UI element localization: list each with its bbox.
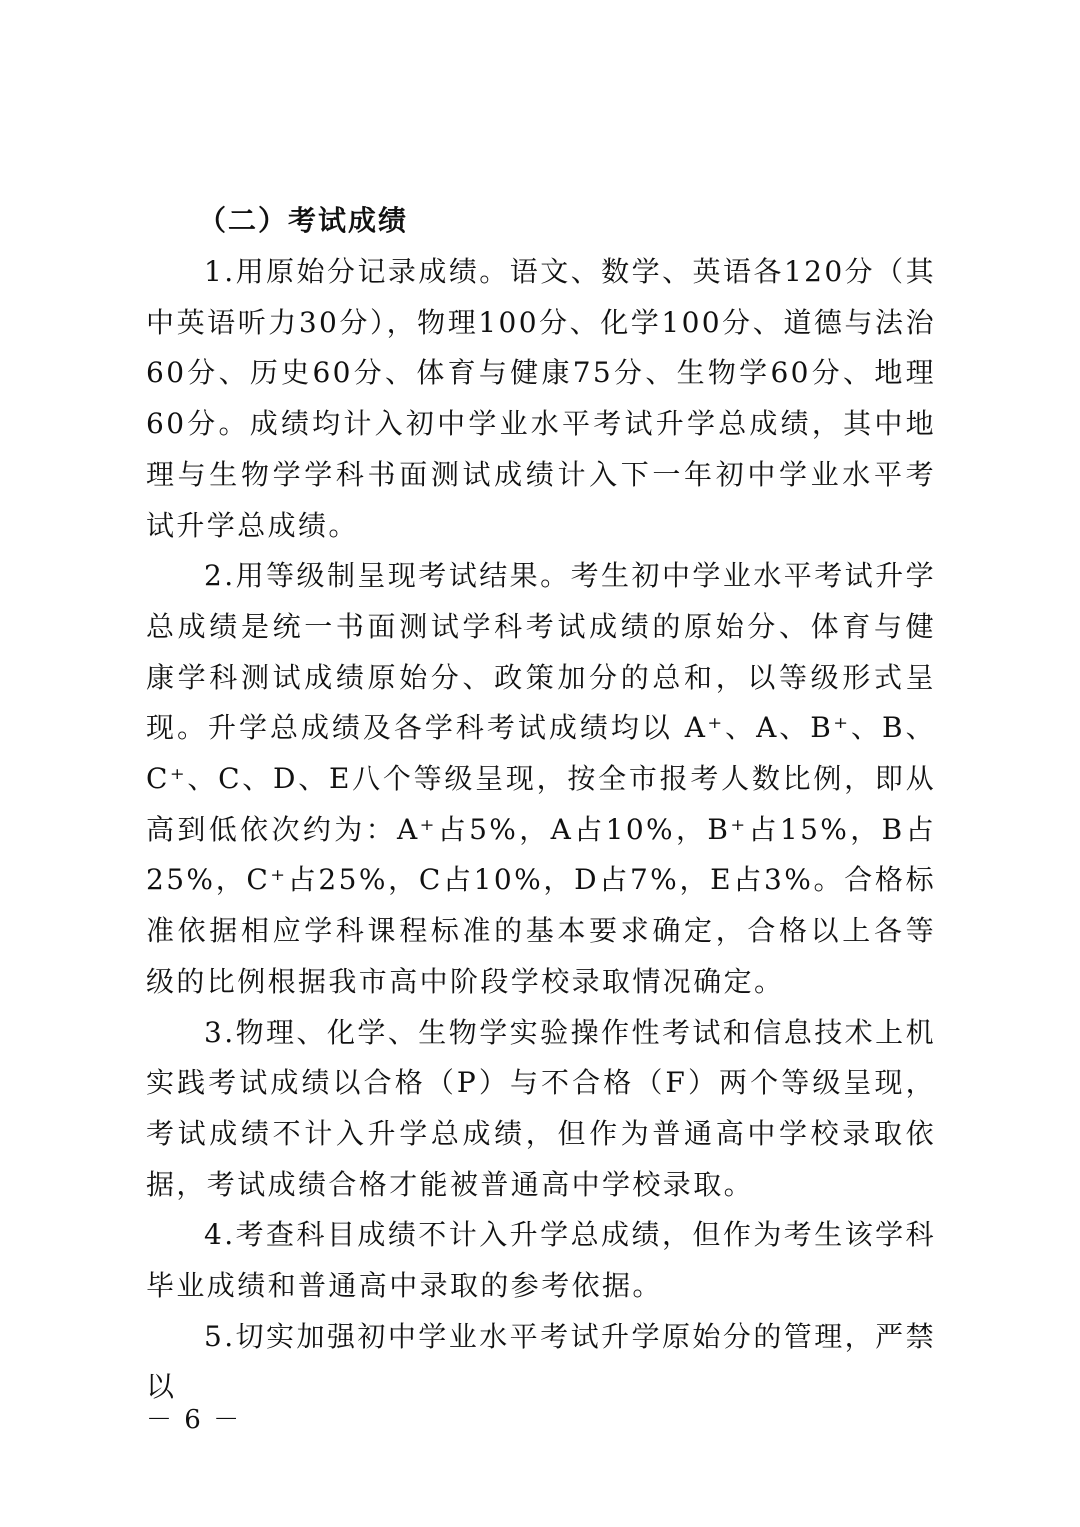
paragraph-score-management: 5.切实加强初中学业水平考试升学原始分的管理，严禁以 [146, 1319, 936, 1404]
page-number: － 6 － [146, 1405, 242, 1435]
body-text [146, 247, 936, 1413]
paragraph-practical-exams: 3.物理、化学、生物学实验操作性考试和信息技术上机实践考试成绩以合格（P）与不合格（F）两个等级呈现，考试成绩不计入升学总成绩，但作为普通高中学校录取依据，考试成绩合格才能被普通高中学校录取。 [146, 1015, 936, 1201]
paragraph-raw-score-recording: 1.用原始分记录成绩。语文、数学、英语各120分（其中英语听力30分），物理100分、化学100分、道德与法治60分、历史60分、体育与健康75分、生物学60分、地理60分。成绩均计入初中学业水平考试升学总成绩，其中地理与生物学学科书面测试成绩计入下一年初中学业水平考试升学总成绩。 [146, 255, 936, 542]
paragraph-review-subjects: 4.考查科目成绩不计入升学总成绩，但作为考生该学科毕业成绩和普通高中录取的参考依据。 [146, 1218, 936, 1303]
paragraph-grade-levels: 2.用等级制呈现考试结果。考生初中学业水平考试升学总成绩是统一书面测试学科考试成绩的原始分、体育与健康学科测试成绩原始分、政策加分的总和，以等级形式呈现。升学总成绩及各学科考试成绩均以 A⁺、A、B⁺、B、C⁺、C、D、E八个等级呈现，按全市报考人数比例，即从高到低依次约为：A⁺占5%，A占10%，B⁺占15%，B占25%，C⁺占25%，C占10%，D占7%，E占3%。合格标准依据相应学科课程标准的基本要求确定，合格以上各等级的比例根据我市高中阶段学校录取情况确定。 [146, 559, 936, 998]
section-heading: （二）考试成绩 [198, 204, 409, 237]
